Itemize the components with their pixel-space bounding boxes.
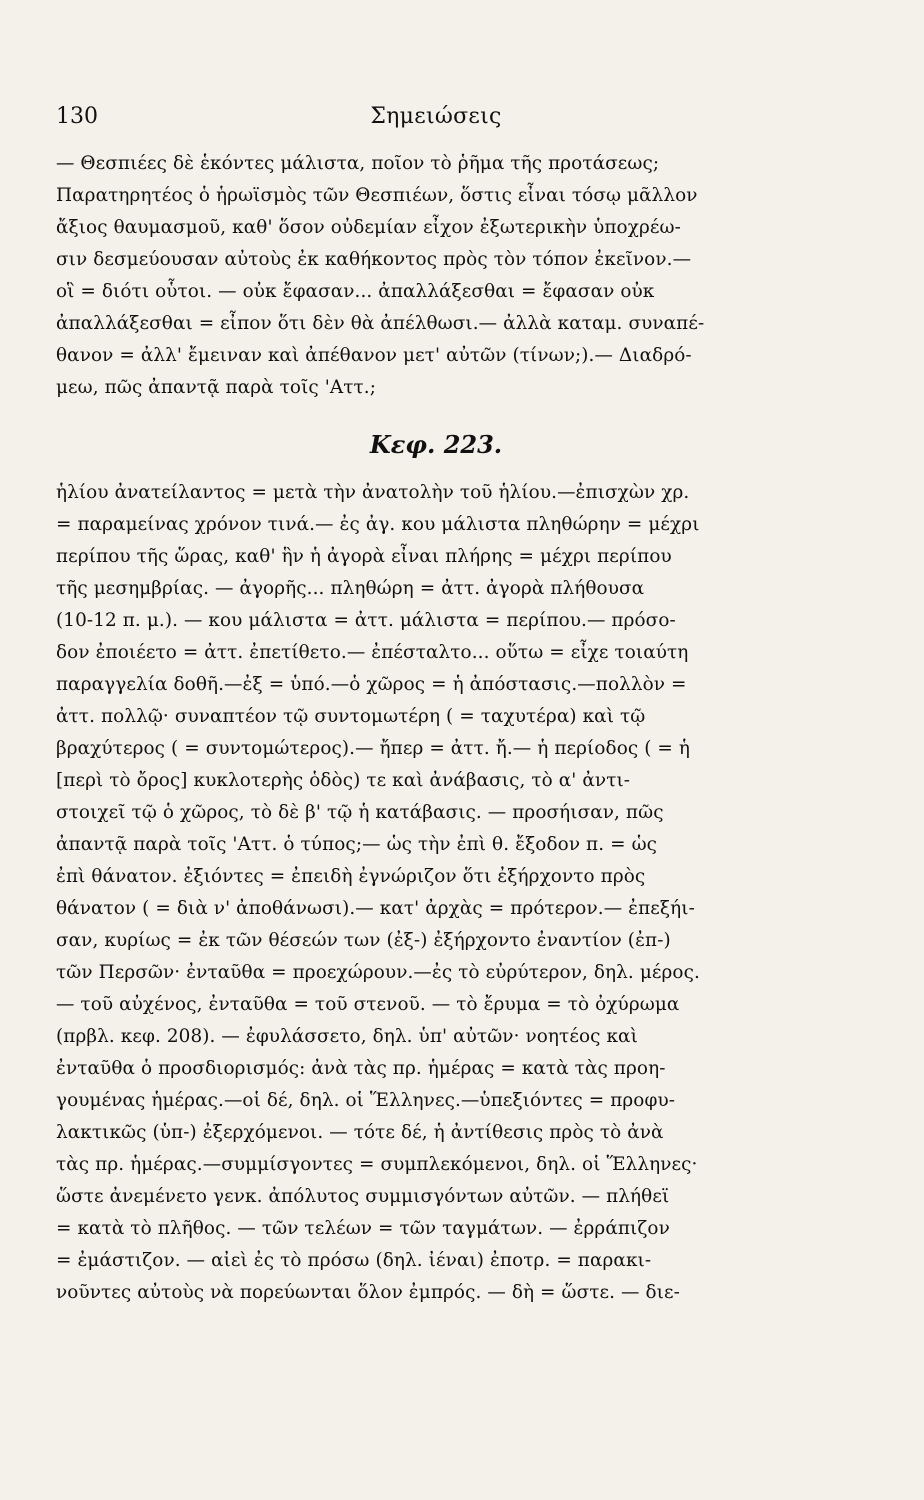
page bbox=[56, 96, 816, 1309]
text-line: δον ἐποιέετο = ἀττ. ἐπετίθετο.— ἐπέσταλτο... οὕτω = εἶχε τοιαύτη bbox=[56, 642, 689, 663]
text-line: = ἐμάστιζον. — αἰεὶ ἐς τὸ πρόσω (δηλ. ἰέναι) ἐποτρ. = παρακι- bbox=[56, 1250, 652, 1271]
text-line: ἐπὶ θάνατον. ἐξιόντες = ἐπειδὴ ἐγνώριζον ὅτι ἐξήρχοντο πρὸς bbox=[56, 866, 646, 887]
text-line: = παραμείνας χρόνον τινά.— ἐς ἀγ. κου μάλιστα πληθώρην = μέχρι bbox=[56, 514, 700, 535]
text-line: τὰς πρ. ἡμέρας.—συμμίσγοντες = συμπλεκόμενοι, δηλ. οἱ Ἕλληνες· bbox=[56, 1154, 698, 1175]
text-line: περίπου τῆς ὥρας, καθ' ἣν ἡ ἀγορὰ εἶναι πλήρης = μέχρι περίπου bbox=[56, 546, 672, 567]
text-line: ἐνταῦθα ὁ προσδιορισμός: ἀνὰ τὰς πρ. ἡμέρας = κατὰ τὰς προη- bbox=[56, 1058, 666, 1079]
text-line: σαν, κυρίως = ἐκ τῶν θέσεών των (ἐξ-) ἐξήρχοντο ἐναντίον (ἐπ-) bbox=[56, 930, 671, 951]
text-line: ἀπαντᾷ παρὰ τοῖς 'Αττ. ὁ τύπος;— ὡς τὴν ἐπὶ θ. ἔξοδον π. = ὡς bbox=[56, 834, 658, 855]
section-heading: Κεφ. 223. bbox=[369, 430, 503, 459]
text-line: (πρβλ. κεφ. 208). — ἐφυλάσσετο, δηλ. ὑπ' αὐτῶν· νοητέος καὶ bbox=[56, 1026, 638, 1047]
text-line: ὥστε ἀνεμένετο γενκ. ἀπόλυτος συμμισγόντων αὐτῶν. — πλήθεϊ bbox=[56, 1186, 670, 1207]
text-line: θανον = ἀλλ' ἔμειναν καὶ ἀπέθανον μετ' αὐτῶν (τίνων;).— Διαδρό- bbox=[56, 345, 692, 366]
text-line: σιν δεσμεύουσαν αὐτοὺς ἐκ καθήκοντος πρὸς τὸν τόπον ἐκεῖνον.— bbox=[56, 249, 692, 270]
text-line: νοῦντες αὐτοὺς νὰ πορεύωνται ὅλον ἐμπρός. — δὴ = ὥστε. — διε- bbox=[56, 1282, 680, 1303]
text-block-2 bbox=[56, 477, 816, 1309]
text-line: = κατὰ τὸ πλῆθος. — τῶν τελέων = τῶν ταγμάτων. — ἐρράπιζον bbox=[56, 1218, 670, 1239]
text-line: βραχύτερος ( = συντομώτερος).— ἤπερ = ἀττ. ἤ.— ἡ περίοδος ( = ἡ bbox=[56, 738, 691, 759]
text-line: τῶν Περσῶν· ἐνταῦθα = προεχώρουν.—ἐς τὸ εὐρύτερον, δηλ. μέρος. bbox=[56, 962, 700, 983]
text-line: Παρατηρητέος ὁ ἡρωϊσμὸς τῶν Θεσπιέων, ὅστις εἶναι τόσῳ μᾶλλον bbox=[56, 185, 698, 206]
text-line: — Θεσπιέες δὲ ἑκόντες μάλιστα, ποῖον τὸ ῥῆμα τῆς προτάσεως; bbox=[56, 153, 660, 174]
text-line: θάνατον ( = διὰ ν' ἀποθάνωσι).— κατ' ἀρχὰς = πρότερον.— ἐπεξήι- bbox=[56, 898, 695, 919]
text-line: [περὶ τὸ ὄρος] κυκλοτερὴς ὁδὸς) τε καὶ ἀνάβασις, τὸ α' ἀντι- bbox=[56, 770, 631, 791]
text-line: ἡλίου ἀνατείλαντος = μετὰ τὴν ἀνατολὴν τοῦ ἡλίου.—ἐπισχὼν χρ. bbox=[56, 482, 690, 503]
text-line: μεω, πῶς ἀπαντᾷ παρὰ τοῖς 'Αττ.; bbox=[56, 377, 377, 398]
text-line: τῆς μεσημβρίας. — ἀγορῆς... πληθώρη = ἀττ. ἀγορὰ πλήθουσα bbox=[56, 578, 645, 599]
text-line: οἳ = διότι οὗτοι. — οὐκ ἔφασαν... ἀπαλλάξεσθαι = ἔφασαν οὐκ bbox=[56, 281, 655, 302]
page-number: 130 bbox=[56, 104, 98, 129]
text-line: ἄξιος θαυμασμοῦ, καθ' ὅσον οὐδεμίαν εἶχον ἐξωτερικὴν ὑποχρέω- bbox=[56, 217, 681, 238]
text-line: λακτικῶς (ὑπ-) ἐξερχόμενοι. — τότε δέ, ἡ ἀντίθεσις πρὸς τὸ ἀνὰ bbox=[56, 1122, 664, 1143]
text-line: γουμένας ἡμέρας.—οἱ δέ, δηλ. οἱ Ἕλληνες.—ὑπεξιόντες = προφυ- bbox=[56, 1090, 676, 1111]
page-header bbox=[56, 96, 816, 148]
text-block-1 bbox=[56, 148, 816, 404]
text-line: ἀπαλλάξεσθαι = εἶπον ὅτι δὲν θὰ ἀπέλθωσι.— ἀλλὰ καταμ. συναπέ- bbox=[56, 313, 705, 334]
text-line: ἀττ. πολλῷ· συναπτέον τῷ συντομωτέρη ( = ταχυτέρα) καὶ τῷ bbox=[56, 706, 646, 727]
text-line: παραγγελία δοθῆ.—ἐξ = ὑπό.—ὁ χῶρος = ἡ ἀπόστασις.—πολλὸν = bbox=[56, 674, 687, 695]
text-line: — τοῦ αὐχένος, ἐνταῦθα = τοῦ στενοῦ. — τὸ ἔρυμα = τὸ ὀχύρωμα bbox=[56, 994, 680, 1015]
running-head: Σημειώσεις bbox=[370, 104, 502, 129]
text-line: στοιχεῖ τῷ ὁ χῶρος, τὸ δὲ β' τῷ ἡ κατάβασις. — προσήισαν, πῶς bbox=[56, 802, 664, 823]
text-line: (10-12 π. μ.). — κου μάλιστα = ἀττ. μάλιστα = περίπου.— πρόσο- bbox=[56, 610, 676, 631]
